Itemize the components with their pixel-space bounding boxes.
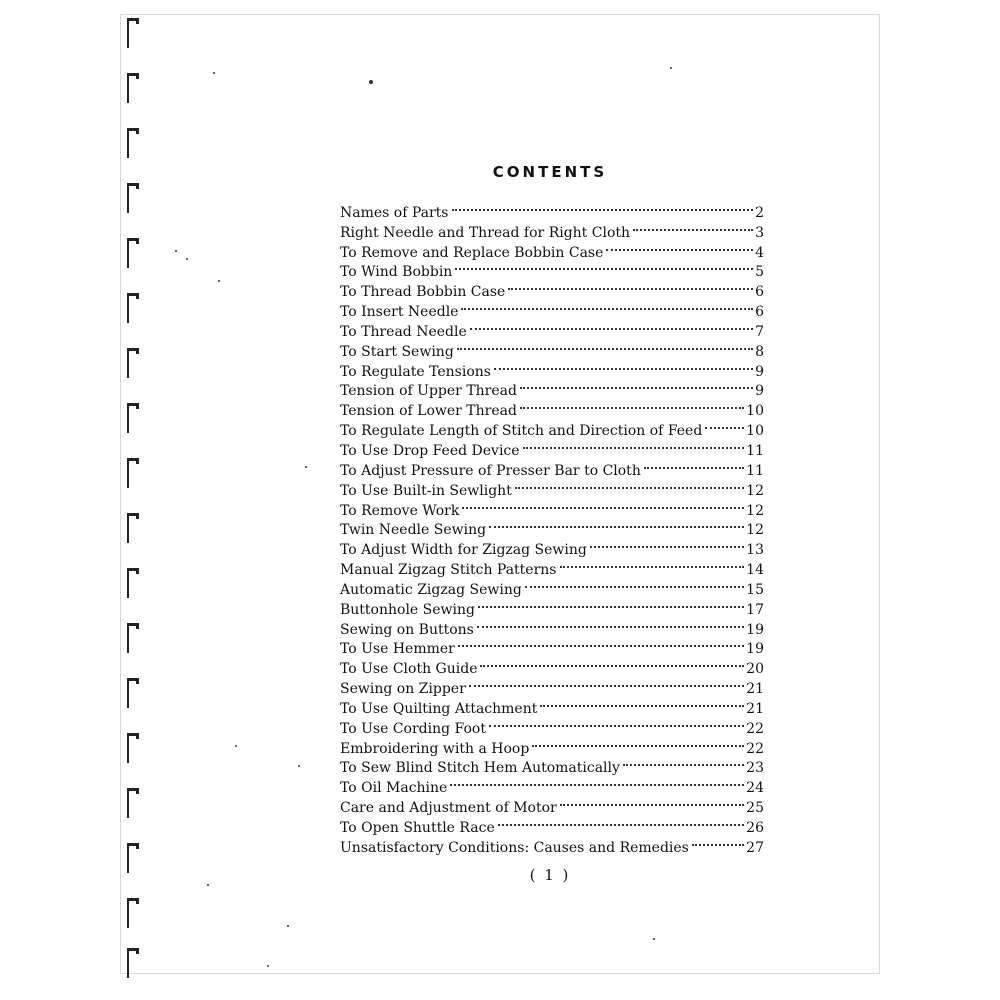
dot-leader [520,395,744,415]
toc-entry-label: Sewing on Buttons [340,621,474,638]
dot-leader [470,316,753,336]
toc-entry-label: To Use Drop Feed Device [340,442,520,459]
toc-entry-label: To Regulate Length of Stitch and Direction of Feed [340,423,703,440]
dot-leader [623,753,744,773]
dot-leader [692,832,744,852]
binding-ring [127,293,137,323]
dot-leader [455,257,753,277]
toc-entry-label: Tension of Upper Thread [340,383,517,400]
toc-entry-page: 15 [746,581,764,598]
toc-entry-page: 26 [746,820,764,836]
toc-entry-label: To Adjust Width for Zigzag Sewing [340,542,587,559]
dot-leader [478,594,744,614]
scan-speck [298,765,300,767]
scan-speck [653,938,655,940]
toc-entry-label: Sewing on Zipper [340,681,466,698]
spiral-binding [124,18,144,978]
dot-leader [489,515,744,535]
binding-ring [127,238,137,268]
dot-leader [498,812,744,832]
dot-leader [606,237,753,257]
toc-entry-page: 19 [746,641,764,658]
toc-entry-page: 10 [746,403,764,420]
toc-entry-page: 11 [746,442,764,459]
dot-leader [477,614,744,634]
binding-ring [127,623,137,653]
toc-entry-label: To Adjust Pressure of Presser Bar to Cloth [340,462,641,479]
dot-leader [450,772,744,792]
scan-speck [218,280,220,282]
toc-entry-page: 23 [746,760,764,777]
toc-entry-label: Embroidering with a Hoop [340,740,530,757]
scan-speck [369,80,373,84]
toc-entry-page: 14 [746,562,764,579]
dot-leader [457,336,753,356]
scan-speck [207,884,209,886]
dot-leader [525,574,744,594]
toc-entry-label: To Use Built-in Sewlight [340,482,512,499]
toc-entry-label: Right Needle and Thread for Right Cloth [340,224,631,241]
toc-entry-page: 20 [746,661,764,678]
binding-ring [127,18,137,48]
toc-entry-page: 25 [746,800,764,817]
toc-entry-page: 27 [746,839,764,856]
toc-entry-page: 8 [755,343,764,360]
toc-entry-label: To Sew Blind Stitch Hem Automatically [340,760,620,777]
toc-entry-page: 21 [746,681,764,698]
binding-ring [127,568,137,598]
binding-ring [127,733,137,763]
binding-ring [127,898,137,928]
binding-ring [127,73,137,103]
dot-leader [560,792,744,812]
binding-ring [127,948,137,978]
scan-speck [175,250,177,252]
page-number: ( 1 ) [529,866,571,884]
toc-entry-page: 22 [746,720,764,737]
dot-leader [590,534,744,554]
dot-leader [540,693,744,713]
toc-entry-label: To Wind Bobbin [340,264,453,281]
dot-leader [532,733,744,753]
toc-entry-page: 12 [746,522,764,539]
toc-entry-label: To Start Sewing [340,343,454,360]
dot-leader [523,435,745,455]
toc-entry-page: 9 [755,383,764,400]
toc-entry-page: 2 [755,204,764,221]
toc-entry-label: Care and Adjustment of Motor [340,800,557,817]
toc-entry-label: To Remove Work [340,502,460,519]
binding-ring [127,348,137,378]
scan-speck [287,925,289,927]
toc-entry-page: 17 [746,601,764,618]
dot-leader [480,653,744,673]
binding-ring [127,128,137,158]
toc-entry-label: Twin Needle Sewing [340,522,487,539]
toc-entry-page: 11 [746,462,764,479]
toc-entry-label: To Insert Needle [340,304,459,321]
toc-entry-label: To Remove and Replace Bobbin Case [340,244,604,261]
binding-ring [127,678,137,708]
toc-entry-label: Manual Zigzag Stitch Patterns [340,562,557,579]
binding-ring [127,183,137,213]
scan-speck [213,72,215,74]
toc-entry-page: 19 [746,621,764,638]
toc-entry-page: 21 [746,700,764,717]
binding-ring [127,458,137,488]
dot-leader [633,217,753,237]
toc-entry-label: To Use Hemmer [340,641,455,658]
dot-leader [644,455,744,475]
dot-leader [461,296,753,316]
toc-entry-page: 22 [746,740,764,757]
dot-leader [462,495,744,515]
page-title: CONTENTS [492,163,608,181]
dot-leader [705,415,744,435]
toc-entry-page: 12 [746,482,764,499]
scan-speck [670,67,672,69]
scan-speck [235,745,237,747]
toc-entry-label: To Thread Bobbin Case [340,284,506,301]
dot-leader [520,376,753,396]
dot-leader [494,356,753,376]
toc-entry-label: To Use Cloth Guide [340,661,478,678]
toc-entry-page: 13 [746,542,764,559]
toc-entry-page: 6 [755,284,764,301]
toc-entry-label: Tension of Lower Thread [340,403,517,420]
toc-entry-label: To Use Quilting Attachment [340,700,538,717]
toc-entry-page: 3 [755,224,764,241]
toc-entry-page: 9 [755,363,764,380]
toc-entry-label: Unsatisfactory Conditions: Causes and Remedies [340,839,689,856]
toc-entry-label: To Thread Needle [340,323,467,340]
scan-speck [186,258,188,260]
toc-entry-label: To Open Shuttle Race [340,820,495,836]
binding-ring [127,788,137,818]
dot-leader [560,554,745,574]
toc-entry-page: 12 [746,502,764,519]
toc-entry-label: Names of Parts [340,204,449,221]
toc-entry-label: Buttonhole Sewing [340,601,475,618]
toc-entry-page: 4 [755,244,764,261]
scan-speck [305,466,307,468]
dot-leader [515,475,744,495]
toc-entry-page: 7 [755,323,764,340]
toc-entry-page: 24 [746,780,764,797]
toc-entry-label: To Regulate Tensions [340,363,491,380]
toc-entry-page: 10 [746,423,764,440]
table-of-contents [340,197,764,856]
scan-speck [267,965,269,967]
toc-entry-label: Automatic Zigzag Sewing [340,581,522,598]
toc-entry-label: To Use Cording Foot [340,720,486,737]
binding-ring [127,403,137,433]
dot-leader [458,634,744,654]
toc-entry [340,197,764,221]
toc-entry-label: To Oil Machine [340,780,448,797]
dot-leader [452,197,754,217]
binding-ring [127,513,137,543]
dot-leader [469,673,744,693]
toc-entry-page: 6 [755,304,764,321]
dot-leader [489,713,744,733]
dot-leader [508,276,753,296]
toc-entry-page: 5 [755,264,764,281]
